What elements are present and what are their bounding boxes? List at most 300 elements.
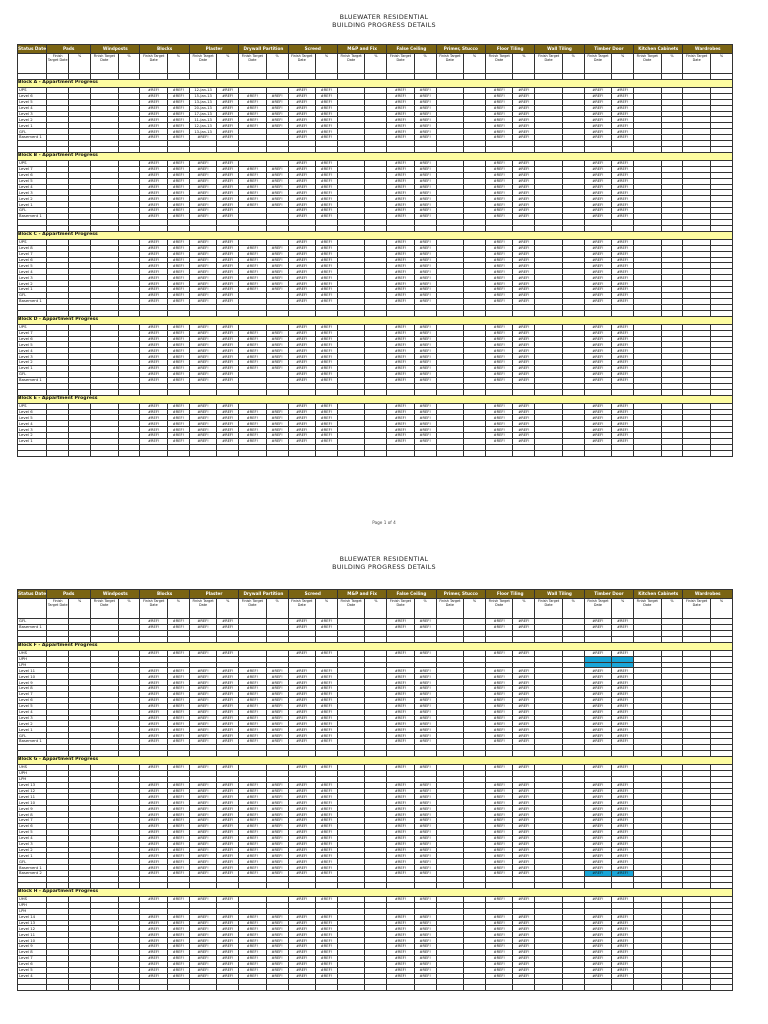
cell: #REF! <box>217 938 239 944</box>
cell: #REF! <box>239 196 266 202</box>
cell: #REF! <box>584 336 611 342</box>
cell: #REF! <box>584 650 611 656</box>
cell: #REF! <box>612 727 634 733</box>
empty-cell <box>217 450 239 456</box>
cell: #REF! <box>266 967 288 973</box>
cell: #REF! <box>140 765 167 771</box>
cell: #REF! <box>315 99 337 105</box>
cell: #REF! <box>140 847 167 853</box>
cell: #REF! <box>288 336 315 342</box>
cell: #REF! <box>266 105 288 111</box>
cell: #REF! <box>387 88 414 94</box>
cell: #REF! <box>140 692 167 698</box>
cell: #REF! <box>217 829 239 835</box>
cell: #REF! <box>315 715 337 721</box>
cell: #REF! <box>414 172 436 178</box>
cell: #REF! <box>217 342 239 348</box>
cell: #REF! <box>167 135 189 141</box>
row-label: UPS <box>18 403 47 409</box>
cell: #REF! <box>140 214 167 220</box>
empty-cell <box>239 450 266 456</box>
cell: #REF! <box>140 342 167 348</box>
cell: #REF! <box>612 926 634 932</box>
cell: #REF! <box>387 865 414 871</box>
cell: #REF! <box>217 955 239 961</box>
cell: #REF! <box>266 944 288 950</box>
cell: #REF! <box>239 348 266 354</box>
cell: #REF! <box>387 841 414 847</box>
cell: #REF! <box>486 438 513 444</box>
cell: #REF! <box>167 692 189 698</box>
cell: #REF! <box>189 208 216 214</box>
cell: #REF! <box>513 93 535 99</box>
cell: #REF! <box>140 944 167 950</box>
row-label: Level 8 <box>18 949 47 955</box>
cell: #REF! <box>217 184 239 190</box>
row-label: Level 9 <box>18 944 47 950</box>
column-header: Timber Door <box>584 590 633 599</box>
cell: #REF! <box>315 733 337 739</box>
row-label: Level 7 <box>18 955 47 961</box>
cell: #REF! <box>189 403 216 409</box>
cell: #REF! <box>288 938 315 944</box>
cell: #REF! <box>584 692 611 698</box>
cell: #REF! <box>140 166 167 172</box>
cell: #REF! <box>266 692 288 698</box>
cell: #REF! <box>414 105 436 111</box>
cell: #REF! <box>513 287 535 293</box>
cell: #REF! <box>217 415 239 421</box>
cell: #REF! <box>315 166 337 172</box>
cell: #REF! <box>486 172 513 178</box>
cell: #REF! <box>189 166 216 172</box>
empty-cell <box>683 985 710 991</box>
cell: #REF! <box>167 342 189 348</box>
cell: #REF! <box>612 371 634 377</box>
cell: #REF! <box>315 287 337 293</box>
percent-header: % <box>612 599 634 619</box>
cell: #REF! <box>315 263 337 269</box>
cell: #REF! <box>414 377 436 383</box>
cell: #REF! <box>140 794 167 800</box>
cell: #REF! <box>189 239 216 245</box>
cell: #REF! <box>315 184 337 190</box>
empty-cell <box>634 450 661 456</box>
cell: #REF! <box>140 377 167 383</box>
cell: #REF! <box>387 336 414 342</box>
cell: #REF! <box>189 697 216 703</box>
cell: #REF! <box>315 178 337 184</box>
cell: #REF! <box>315 961 337 967</box>
cell: #REF! <box>167 263 189 269</box>
cell: #REF! <box>584 788 611 794</box>
row-label: GFL <box>18 619 47 625</box>
cell: #REF! <box>414 920 436 926</box>
cell: #REF! <box>315 932 337 938</box>
cell: #REF! <box>315 800 337 806</box>
cell: #REF! <box>414 129 436 135</box>
cell: #REF! <box>189 619 216 625</box>
cell: #REF! <box>167 938 189 944</box>
cell: #REF! <box>612 835 634 841</box>
cell: #REF! <box>315 409 337 415</box>
cell: #REF! <box>266 841 288 847</box>
cell: #REF! <box>189 287 216 293</box>
cell: #REF! <box>217 269 239 275</box>
cell: #REF! <box>288 949 315 955</box>
cell: #REF! <box>140 365 167 371</box>
cell: #REF! <box>612 263 634 269</box>
cell: #REF! <box>513 859 535 865</box>
cell: #REF! <box>584 190 611 196</box>
row-label: Level 4 <box>18 421 47 427</box>
cell: #REF! <box>612 111 634 117</box>
cell: #REF! <box>140 415 167 421</box>
cell: #REF! <box>612 117 634 123</box>
cell: #REF! <box>167 427 189 433</box>
cell: #REF! <box>486 287 513 293</box>
cell: #REF! <box>387 938 414 944</box>
cell: #REF! <box>486 409 513 415</box>
row-label: Level 6 <box>18 336 47 342</box>
cell: #REF! <box>167 806 189 812</box>
cell: #REF! <box>140 914 167 920</box>
cell: #REF! <box>239 932 266 938</box>
cell: #REF! <box>217 263 239 269</box>
spacer-row <box>18 450 733 456</box>
cell: #REF! <box>167 324 189 330</box>
cell: #REF! <box>189 841 216 847</box>
cell: #REF! <box>315 172 337 178</box>
finish-target-date-header: Finish Target Date <box>436 54 463 74</box>
cell: #REF! <box>266 932 288 938</box>
cell: #REF! <box>486 251 513 257</box>
row-label: Level 5 <box>18 178 47 184</box>
cell: #REF! <box>140 105 167 111</box>
cell: #REF! <box>239 336 266 342</box>
cell: #REF! <box>266 202 288 208</box>
cell: #REF! <box>584 812 611 818</box>
cell: #REF! <box>167 686 189 692</box>
cell: #REF! <box>167 739 189 745</box>
cell: #REF! <box>140 172 167 178</box>
cell: #REF! <box>513 298 535 304</box>
cell: #REF! <box>140 973 167 979</box>
cell: #REF! <box>315 365 337 371</box>
cell: #REF! <box>239 674 266 680</box>
cell: #REF! <box>288 421 315 427</box>
row-label: Level 1 <box>18 123 47 129</box>
empty-cell <box>584 985 611 991</box>
row-label: Level 5 <box>18 99 47 105</box>
column-header: Screed <box>288 590 337 599</box>
row-label: Level 3 <box>18 111 47 117</box>
cell: #REF! <box>288 697 315 703</box>
cell: #REF! <box>288 88 315 94</box>
cell: #REF! <box>266 123 288 129</box>
cell: #REF! <box>414 178 436 184</box>
cell: #REF! <box>140 129 167 135</box>
cell: #REF! <box>513 377 535 383</box>
cell: #REF! <box>266 415 288 421</box>
cell: #REF! <box>217 214 239 220</box>
finish-target-date-header: Finish Target Date <box>239 54 266 74</box>
cell: #REF! <box>189 348 216 354</box>
cell: #REF! <box>486 129 513 135</box>
cell: #REF! <box>315 111 337 117</box>
cell: #REF! <box>189 944 216 950</box>
cell: #REF! <box>140 184 167 190</box>
cell: #REF! <box>167 123 189 129</box>
cell: #REF! <box>266 409 288 415</box>
cell: #REF! <box>266 269 288 275</box>
cell: #REF! <box>414 371 436 377</box>
percent-header: % <box>167 54 189 74</box>
row-label: Level 10 <box>18 674 47 680</box>
cell: #REF! <box>288 365 315 371</box>
cell: #REF! <box>612 438 634 444</box>
cell: #REF! <box>414 161 436 167</box>
cell: #REF! <box>288 111 315 117</box>
empty-cell <box>18 450 47 456</box>
cell: #REF! <box>167 214 189 220</box>
cell: #REF! <box>387 371 414 377</box>
empty-cell <box>315 985 337 991</box>
cell: #REF! <box>288 135 315 141</box>
cell: #REF! <box>387 733 414 739</box>
cell: #REF! <box>266 336 288 342</box>
cell: #REF! <box>315 692 337 698</box>
row-label: Level 10 <box>18 800 47 806</box>
cell: #REF! <box>288 686 315 692</box>
percent-header: % <box>266 54 288 74</box>
cell: #REF! <box>584 686 611 692</box>
cell: #REF! <box>167 896 189 902</box>
block-header <box>18 642 733 650</box>
cell: #REF! <box>584 438 611 444</box>
cell: #REF! <box>584 703 611 709</box>
cell: #REF! <box>189 161 216 167</box>
cell: #REF! <box>513 438 535 444</box>
cell: #REF! <box>387 421 414 427</box>
cell: #REF! <box>513 619 535 625</box>
cell: #REF! <box>486 269 513 275</box>
cell: #REF! <box>612 865 634 871</box>
cell: #REF! <box>387 269 414 275</box>
cell: #REF! <box>140 251 167 257</box>
cell: #REF! <box>288 184 315 190</box>
cell: #REF! <box>486 88 513 94</box>
cell: #REF! <box>584 178 611 184</box>
cell: #REF! <box>189 871 216 877</box>
cell: #REF! <box>189 733 216 739</box>
cell: #REF! <box>189 433 216 439</box>
column-header: Windposts <box>91 45 140 54</box>
row-label: Basement 1 <box>18 739 47 745</box>
cell: #REF! <box>513 324 535 330</box>
cell: #REF! <box>315 847 337 853</box>
cell: #REF! <box>387 949 414 955</box>
empty-cell <box>47 985 69 991</box>
cell: #REF! <box>140 324 167 330</box>
cell: #REF! <box>167 360 189 366</box>
cell: #REF! <box>414 324 436 330</box>
cell: #REF! <box>288 847 315 853</box>
cell: #REF! <box>513 932 535 938</box>
cell: #REF! <box>189 298 216 304</box>
cell: #REF! <box>217 949 239 955</box>
cell: #REF! <box>513 421 535 427</box>
cell: #REF! <box>140 949 167 955</box>
cell: #REF! <box>167 287 189 293</box>
cell: #REF! <box>414 938 436 944</box>
cell: #REF! <box>584 920 611 926</box>
column-header: Primer, Stucco <box>436 45 485 54</box>
cell: #REF! <box>612 624 634 630</box>
cell: #REF! <box>414 944 436 950</box>
cell: #REF! <box>167 172 189 178</box>
cell: #REF! <box>387 433 414 439</box>
cell: #REF! <box>612 914 634 920</box>
cell: #REF! <box>486 161 513 167</box>
row-label: Level 4 <box>18 973 47 979</box>
cell: #REF! <box>167 365 189 371</box>
cell: #REF! <box>486 403 513 409</box>
cell: #REF! <box>387 703 414 709</box>
cell: #REF! <box>239 949 266 955</box>
cell: #REF! <box>513 938 535 944</box>
cell: #REF! <box>584 287 611 293</box>
cell: #REF! <box>239 715 266 721</box>
row-label: Level 7 <box>18 330 47 336</box>
cell: #REF! <box>414 727 436 733</box>
cell: #REF! <box>584 354 611 360</box>
cell: #REF! <box>266 438 288 444</box>
cell: #REF! <box>486 263 513 269</box>
cell: #REF! <box>584 214 611 220</box>
cell: #REF! <box>513 354 535 360</box>
cell: #REF! <box>486 920 513 926</box>
cell: #REF! <box>513 721 535 727</box>
cell: #REF! <box>486 624 513 630</box>
cell: #REF! <box>140 287 167 293</box>
cell: #REF! <box>167 668 189 674</box>
cell: #REF! <box>239 172 266 178</box>
cell: #REF! <box>584 674 611 680</box>
cell: #REF! <box>486 703 513 709</box>
cell: #REF! <box>189 371 216 377</box>
cell: #REF! <box>288 298 315 304</box>
cell: #REF! <box>387 739 414 745</box>
cell: #REF! <box>513 239 535 245</box>
cell: #REF! <box>315 865 337 871</box>
row-label: Level 3 <box>18 190 47 196</box>
row-label: LPH <box>18 776 47 782</box>
cell: #REF! <box>387 123 414 129</box>
finish-target-date-header: Finish Target Date <box>337 54 364 74</box>
cell: #REF! <box>414 765 436 771</box>
finish-target-date-header: Finish Target Date <box>91 54 118 74</box>
cell: #REF! <box>387 973 414 979</box>
row-label: Basement 1 <box>18 214 47 220</box>
cell: #REF! <box>315 794 337 800</box>
cell: #REF! <box>486 117 513 123</box>
cell: #REF! <box>189 624 216 630</box>
cell: #REF! <box>315 703 337 709</box>
cell: #REF! <box>584 427 611 433</box>
cell: #REF! <box>167 257 189 263</box>
cell: #REF! <box>217 123 239 129</box>
cell: #REF! <box>288 765 315 771</box>
cell: #REF! <box>266 348 288 354</box>
empty-cell <box>513 450 535 456</box>
column-header: Status Date <box>18 45 47 54</box>
cell: #REF! <box>315 245 337 251</box>
cell: #REF! <box>315 196 337 202</box>
cell: #REF! <box>315 871 337 877</box>
cell: #REF! <box>167 765 189 771</box>
percent-header: % <box>661 54 683 74</box>
cell: #REF! <box>584 721 611 727</box>
cell: #REF! <box>387 914 414 920</box>
cell: #REF! <box>315 421 337 427</box>
percent-header: % <box>118 599 140 619</box>
cell: #REF! <box>239 105 266 111</box>
percent-header: % <box>315 54 337 74</box>
cell: #REF! <box>189 650 216 656</box>
cell: #REF! <box>387 172 414 178</box>
row-label: Level 6 <box>18 961 47 967</box>
cell: #REF! <box>486 782 513 788</box>
empty-cell <box>140 985 167 991</box>
row-label: Level 8 <box>18 686 47 692</box>
cell: #REF! <box>140 281 167 287</box>
empty-cell <box>18 985 47 991</box>
cell: #REF! <box>288 433 315 439</box>
cell: #REF! <box>584 257 611 263</box>
cell: #REF! <box>315 806 337 812</box>
row-label: Level 3 <box>18 354 47 360</box>
cell: #REF! <box>167 433 189 439</box>
empty-cell <box>189 450 216 456</box>
cell: #REF! <box>387 161 414 167</box>
cell: #REF! <box>288 721 315 727</box>
empty-cell <box>387 450 414 456</box>
cell: #REF! <box>513 794 535 800</box>
row-label: Level 6 <box>18 93 47 99</box>
cell: #REF! <box>584 172 611 178</box>
row-label: Level 7 <box>18 251 47 257</box>
cell: #REF! <box>387 896 414 902</box>
row-label: Level 5 <box>18 967 47 973</box>
cell: #REF! <box>266 427 288 433</box>
cell: #REF! <box>189 214 216 220</box>
cell: #REF! <box>239 812 266 818</box>
cell: #REF! <box>612 733 634 739</box>
cell: #REF! <box>140 123 167 129</box>
cell: #REF! <box>288 93 315 99</box>
row-label: Level 1 <box>18 727 47 733</box>
empty-cell <box>365 985 387 991</box>
cell: #REF! <box>217 433 239 439</box>
cell: #REF! <box>217 371 239 377</box>
row-label: Level 13 <box>18 782 47 788</box>
cell: #REF! <box>167 251 189 257</box>
cell: #REF! <box>288 619 315 625</box>
cell: #REF! <box>486 619 513 625</box>
cell: #REF! <box>288 733 315 739</box>
cell: #REF! <box>239 427 266 433</box>
